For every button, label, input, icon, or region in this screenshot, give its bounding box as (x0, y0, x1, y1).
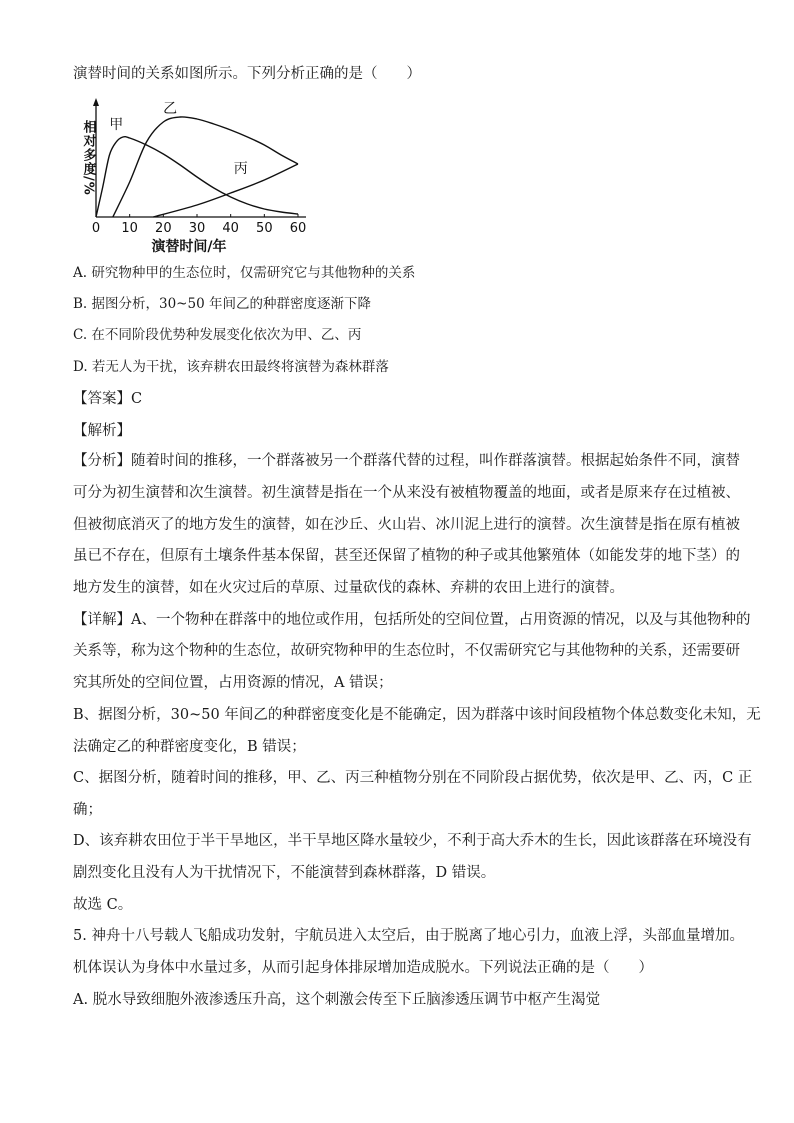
body-line: A. 脱水导致细胞外液渗透压升高，这个刺激会传至下丘脑渗透压调节中枢产生渴觉 (73, 992, 601, 1008)
x-tick-label: 0 (91, 221, 101, 236)
analysis-header: 【解析】 (73, 423, 131, 439)
body-line: 剧烈变化且没有人为干扰情况下，不能演替到森林群落，D 错误。 (73, 865, 496, 881)
chart-curves (96, 117, 298, 217)
x-tick-label: 50 (256, 221, 273, 236)
series-label: 丙 (233, 161, 248, 177)
chart-axes (93, 98, 306, 217)
body-line: B、据图分析，30~50 年间乙的种群密度变化是不能确定，因为群落中该时间段植物个体总数变化未知，无 (73, 707, 761, 723)
x-tick-label: 10 (121, 221, 138, 236)
option-b: B. 据图分析，30~50 年间乙的种群密度逐渐下降 (73, 296, 371, 312)
y-axis-label: 相对多度/% (80, 120, 96, 196)
body-line: 机体误认为身体中水量过多，从而引起身体排尿增加造成脱水。下列说法正确的是（ ） (73, 960, 653, 976)
option-d: D. 若无人为干扰，该弃耕农田最终将演替为森林群落 (73, 359, 389, 375)
body-line: 确； (73, 802, 102, 818)
body-line: 但被彻底消灭了的地方发生的演替，如在沙丘、火山岩、冰川泥上进行的演替。次生演替是指在原有植被 (73, 517, 740, 533)
body-line: 【详解】A、一个物种在群落中的地位或作用，包括所处的空间位置，占用资源的情况，以及与其他物种的 (73, 612, 751, 628)
series-label: 乙 (163, 101, 178, 117)
option-a: A. 研究物种甲的生态位时，仅需研究它与其他物种的关系 (73, 265, 416, 281)
x-axis-label: 演替时间/年 (151, 239, 227, 255)
y-axis-arrow (93, 98, 99, 106)
x-tick-label: 60 (289, 221, 307, 236)
x-tick-label: 20 (155, 221, 172, 236)
chart-labels (81, 101, 307, 255)
body-line: 5. 神舟十八号载人飞船成功发射，宇航员进入太空后，由于脱离了地心引力，血液上浮，头部血量增加。 (73, 928, 744, 944)
body-line: 故选 C。 (73, 897, 133, 913)
body-line: C、据图分析，随着时间的推移，甲、乙、丙三种植物分别在不同阶段占据优势，依次是甲、乙、丙，C 正 (73, 770, 753, 786)
body-line: 【分析】随着时间的推移，一个群落被另一个群落代替的过程，叫作群落演替。根据起始条件不同，演替 (73, 453, 740, 469)
series-label: 甲 (109, 117, 124, 133)
option-c: C. 在不同阶段优势种发展变化依次为甲、乙、丙 (73, 327, 362, 343)
x-tick-label: 30 (188, 221, 206, 236)
body-line: 地方发生的演替，如在火灾过后的草原、过量砍伐的森林、弃耕的农田上进行的演替。 (73, 580, 624, 596)
x-tick-label: 40 (222, 221, 239, 236)
body-line: 究其所处的空间位置，占用资源的情况，A 错误； (73, 675, 393, 691)
body-line: 虽已不存在，但原有土壤条件基本保留，甚至还保留了植物的种子或其他繁殖体（如能发芽的地下茎）的 (73, 548, 740, 564)
body-line: 法确定乙的种群密度变化，B 错误； (73, 739, 306, 755)
series-bing-curve (153, 164, 298, 217)
body-line: 关系等，称为这个物种的生态位，故研究物种甲的生态位时，不仅需研究它与其他物种的关系，还需要研 (73, 643, 740, 659)
succession-chart (70, 96, 320, 256)
answer: 【答案】C (73, 391, 143, 407)
body-line: D、该弃耕农田位于半干旱地区，半干旱地区降水量较少，不利于高大乔木的生长，因此该群落在环境没有 (73, 833, 752, 849)
question-intro: 演替时间的关系如图所示。下列分析正确的是（ ） (73, 66, 421, 82)
body-line: 可分为初生演替和次生演替。初生演替是指在一个从来没有被植物覆盖的地面，或者是原来存在过植被、 (73, 485, 740, 501)
